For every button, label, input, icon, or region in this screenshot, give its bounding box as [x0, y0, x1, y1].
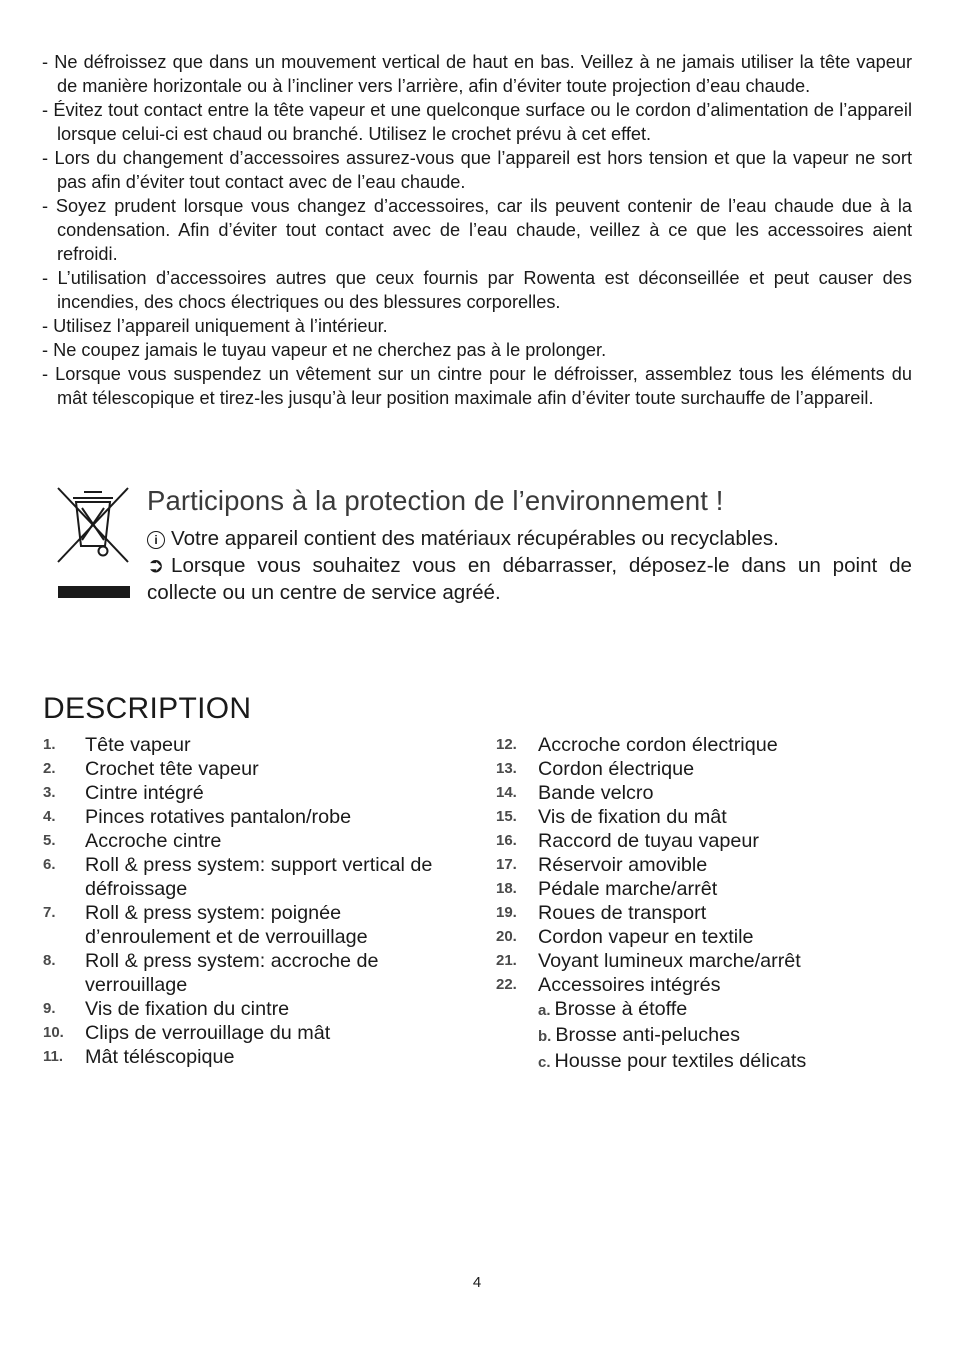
crossed-bin-icon — [56, 486, 130, 564]
list-item: 6. Roll & press system: support vertical de défroissage — [43, 854, 433, 900]
page-number: 4 — [472, 1274, 482, 1291]
sub-list-item: a. Brosse à étoffe — [538, 998, 688, 1020]
info-icon: i — [147, 531, 165, 549]
safety-bullet: - Ne défroissez que dans un mouvement vertical de haut en bas. Veillez à ne jamais utiliser la tête vapeur de manière horizontale ou à l’incliner vers l’arrière, afin d’éviter toute projection d’eau chaude. — [42, 52, 912, 96]
safety-bullet: - Évitez tout contact entre la tête vapeur et une quelconque surface ou le cordon d’alimentation de l’appareil lorsque celui-ci est chaud ou branché. Utilisez le crochet prévu à cet effet. — [42, 100, 912, 144]
dispose-line: ➲ Lorsque vous souhaitez vous en débarrasser, déposez-le dans un point de collecte ou un centre de service agréé. — [147, 554, 912, 604]
list-item: 5. Accroche cintre — [43, 830, 222, 852]
list-item: 1. Tête vapeur — [43, 734, 191, 756]
list-item: 16. Raccord de tuyau vapeur — [496, 830, 760, 852]
info-line: i Votre appareil contient des matériaux récupérables ou recyclables. — [147, 525, 912, 552]
list-item: 2. Crochet tête vapeur — [43, 758, 259, 780]
list-item: 21. Voyant lumineux marche/arrêt — [496, 950, 801, 972]
list-item: 9. Vis de fixation du cintre — [43, 998, 290, 1020]
list-item: 18. Pédale marche/arrêt — [496, 878, 718, 900]
safety-bullet: - Ne coupez jamais le tuyau vapeur et ne cherchez pas à le prolonger. — [42, 340, 607, 360]
list-item: 10. Clips de verrouillage du mât — [43, 1022, 331, 1044]
safety-bullet: - L’utilisation d’accessoires autres que ceux fournis par Rowenta est déconseillée et peut causer des incendies, des chocs électriques ou des blessures corporelles. — [42, 268, 912, 312]
list-item: 3. Cintre intégré — [43, 782, 204, 804]
list-item: 8. Roll & press system: accroche de verrouillage — [43, 950, 379, 996]
safety-bullet: - Lorsque vous suspendez un vêtement sur un cintre pour le défroisser, assemblez tous les éléments du mât télescopique et tirez-les jusqu’à leur position maximale afin d’éviter toute surchauffe de l’appareil. — [42, 364, 912, 408]
safety-bullet: - Lors du changement d’accessoires assurez-vous que l’appareil est hors tension et que la vapeur ne sort pas afin d’éviter tout contact avec de l’eau chaude. — [42, 148, 912, 192]
arrow-icon: ➲ — [147, 554, 165, 577]
sub-list-item: c. Housse pour textiles délicats — [538, 1050, 807, 1072]
list-item: 14. Bande velcro — [496, 782, 654, 804]
list-item: 22. Accessoires intégrés — [496, 974, 721, 996]
description-list-left — [43, 733, 463, 1069]
environment-text — [147, 525, 912, 606]
list-item: 4. Pinces rotatives pantalon/robe — [43, 806, 352, 828]
list-item: 17. Réservoir amovible — [496, 854, 708, 876]
list-item: 12. Accroche cordon électrique — [496, 734, 778, 756]
safety-bullets — [42, 50, 912, 410]
sub-list-item: b. Brosse anti-peluches — [538, 1024, 741, 1046]
description-title: DESCRIPTION — [43, 692, 252, 725]
environment-title: Participons à la protection de l’environnement ! — [147, 485, 724, 516]
bin-underline-bar — [58, 586, 130, 598]
list-item: 20. Cordon vapeur en textile — [496, 926, 754, 948]
safety-bullet: - Utilisez l’appareil uniquement à l’intérieur. — [42, 316, 388, 336]
list-item: 13. Cordon électrique — [496, 758, 695, 780]
list-item: 15. Vis de fixation du mât — [496, 806, 727, 828]
description-list-right — [496, 733, 912, 1075]
environment-section — [56, 484, 912, 614]
list-item: 7. Roll & press system: poignée d’enroulement et de verrouillage — [43, 902, 368, 948]
safety-bullet: - Soyez prudent lorsque vous changez d’accessoires, car ils peuvent contenir de l’eau chaude due à la condensation. Afin d’éviter tout contact avec de l’eau chaude, veillez à ce que les accessoires aient refroidi. — [42, 196, 912, 264]
list-item: 19. Roues de transport — [496, 902, 707, 924]
list-item: 11. Mât téléscopique — [43, 1046, 235, 1068]
